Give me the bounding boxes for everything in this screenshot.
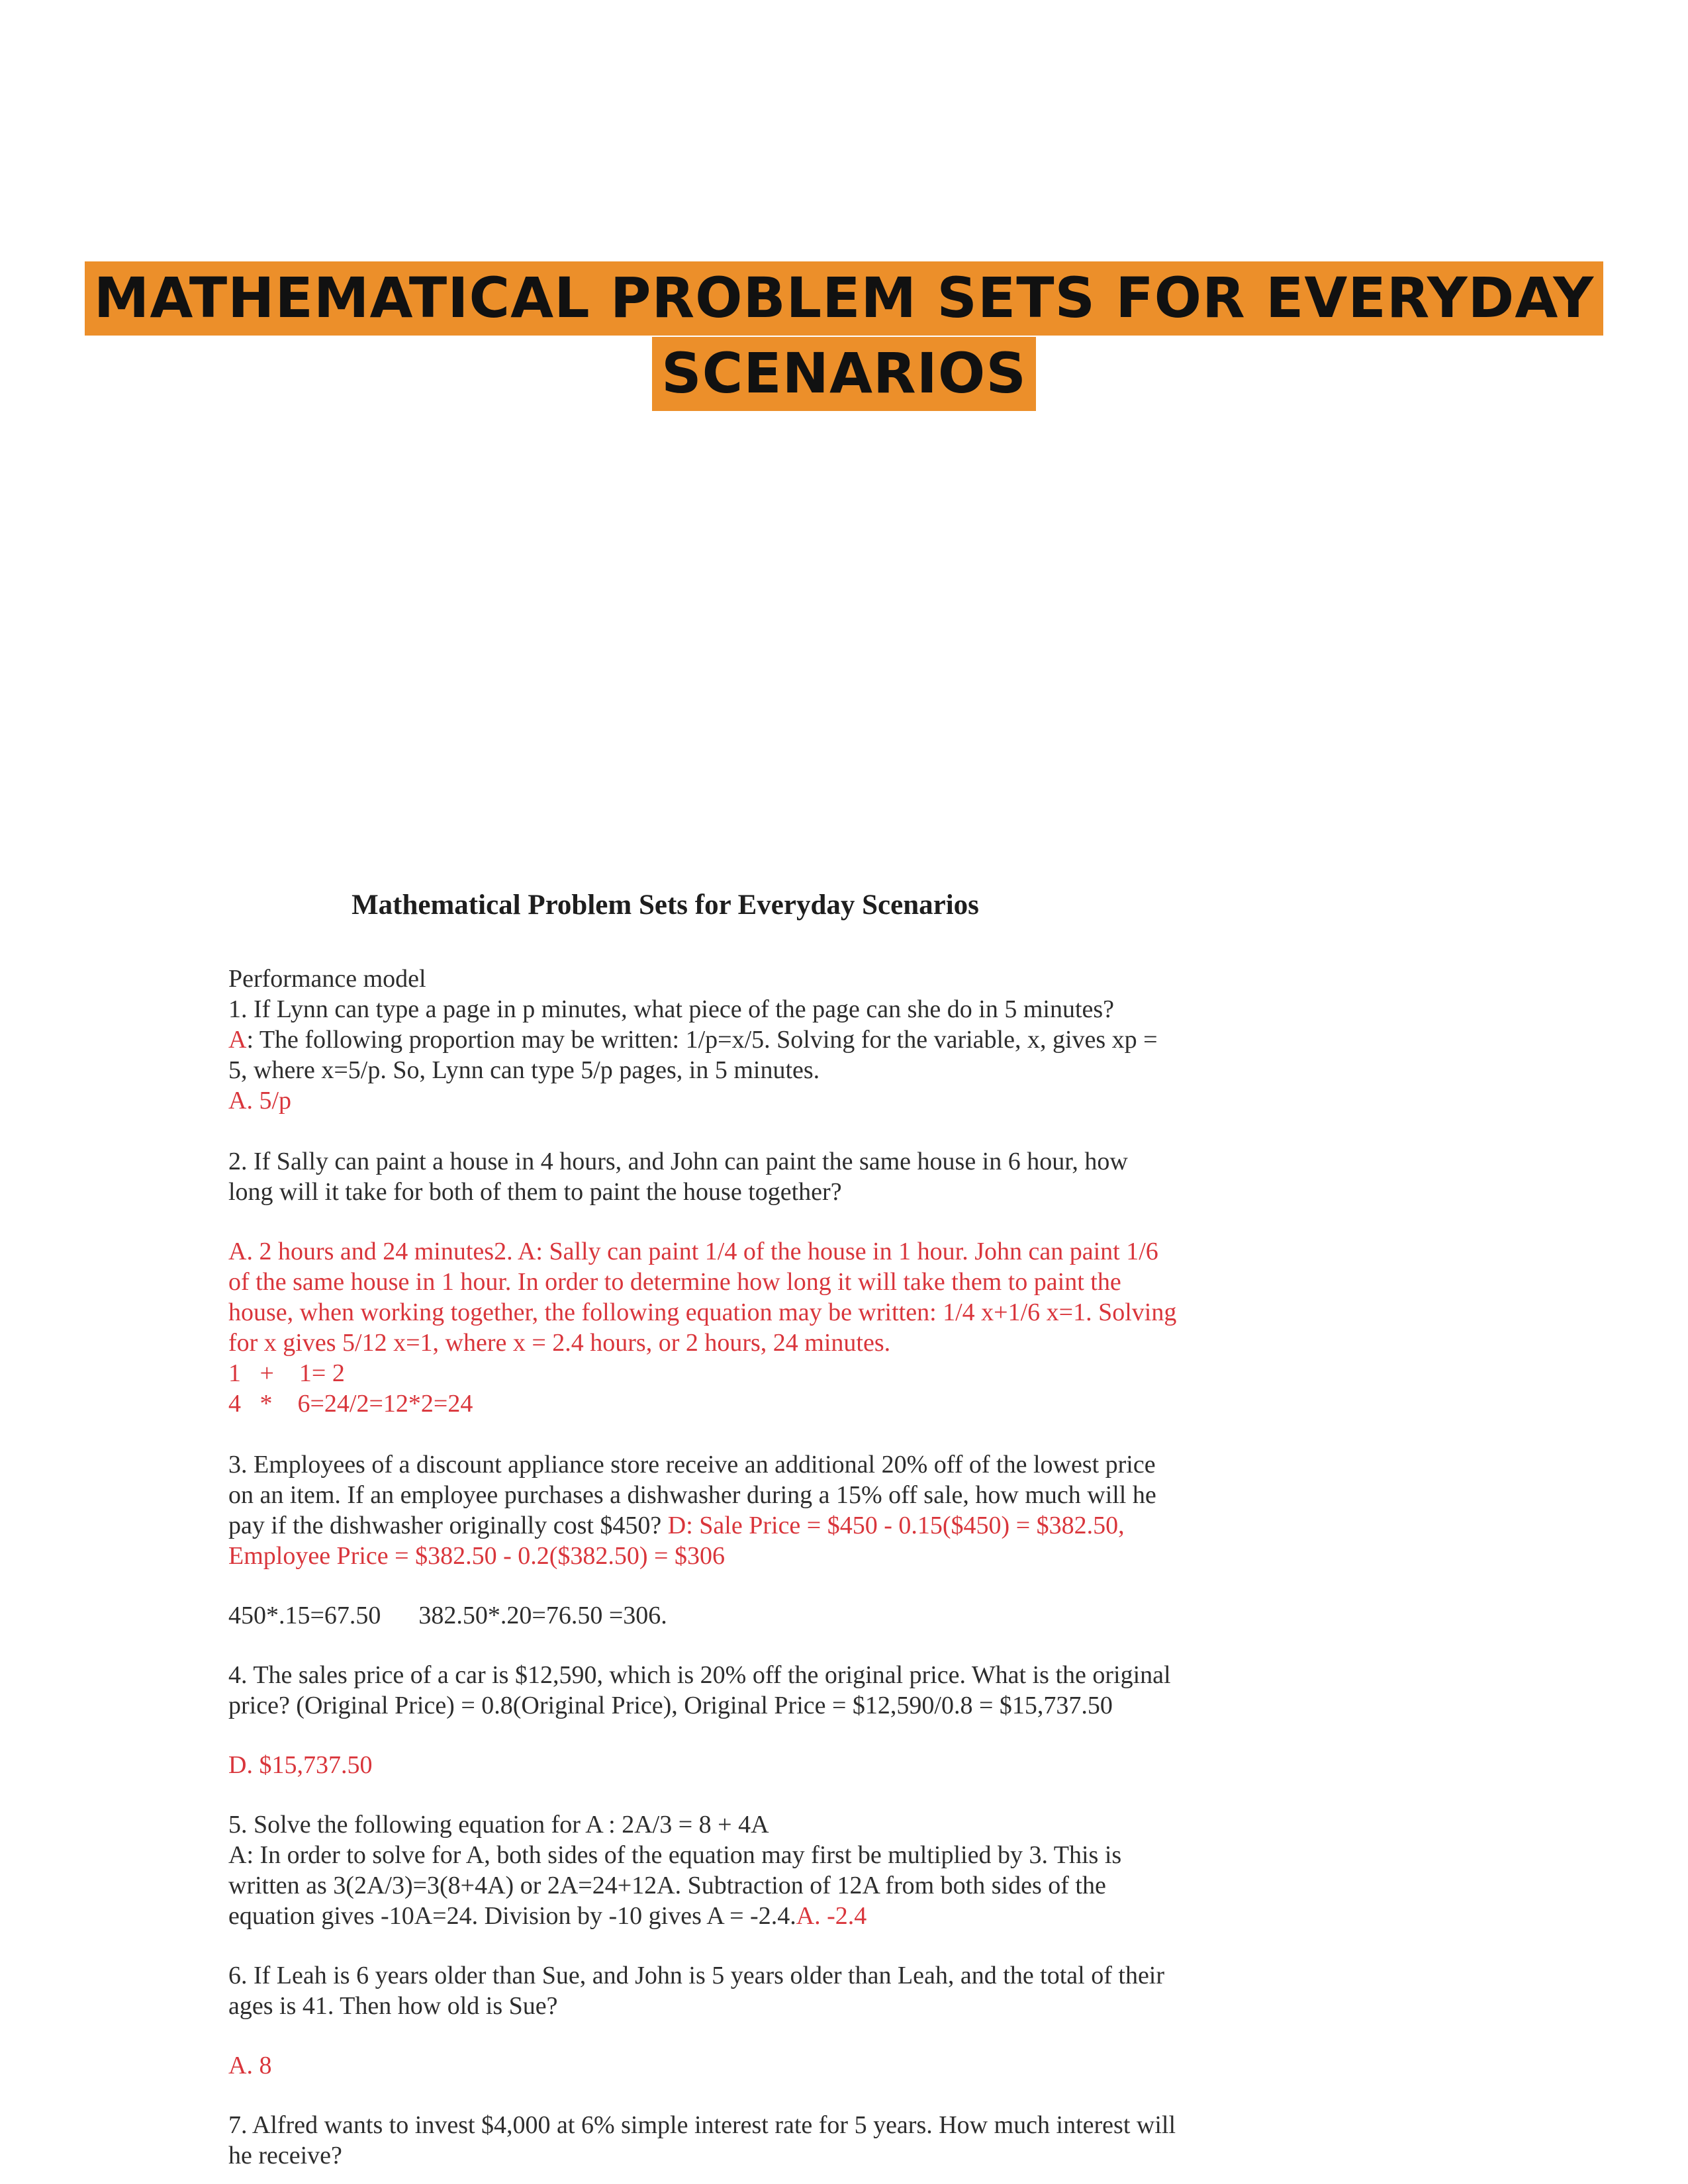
answer-2-line-3: house, when working together, the following equation may be written: 1/4 x+1/6 x=1. Solving (228, 1298, 1177, 1326)
question-3-work: 450*.15=67.50 382.50*.20=76.50 =306. (228, 1602, 667, 1629)
question-3-line-3-text: pay if the dishwasher originally cost $450? (228, 1512, 668, 1539)
question-6-line-2: ages is 41. Then how old is Sue? (228, 1992, 558, 2020)
answer-1-final: A. 5/p (228, 1087, 291, 1115)
answer-5-line-2: written as 3(2A/3)=3(8+4A) or 2A=24+12A. Subtraction of 12A from both sides of the (228, 1872, 1106, 1899)
scanned-document (228, 887, 1235, 2171)
answer-5-final: A. -2.4 (796, 1902, 867, 1930)
question-4-line-1: 4. The sales price of a car is $12,590, which is 20% off the original price. What is the original (228, 1661, 1171, 1689)
answer-5-line-3: equation gives -10A=24. Division by -10 gives A = -2.4. (228, 1902, 796, 1930)
document-title: Mathematical Problem Sets for Everyday Scenarios (352, 889, 979, 921)
answer-1-line-2: 5, where x=5/p. So, Lynn can type 5/p pages, in 5 minutes. (228, 1056, 820, 1084)
question-3-line-2: on an item. If an employee purchases a dishwasher during a 15% off sale, how much will he (228, 1481, 1156, 1509)
answer-2-line-2: of the same house in 1 hour. In order to determine how long it will take them to paint the (228, 1268, 1121, 1296)
answer-2-work-line-1: 1 + 1= 2 (228, 1359, 345, 1387)
question-5-text: 5. Solve the following equation for A : 2A/3 = 8 + 4A (228, 1811, 769, 1839)
answer-2-line-1: A. 2 hours and 24 minutes2. A: Sally can paint 1/4 of the house in 1 hour. John can paint 1/6 (228, 1238, 1158, 1265)
answer-1-line-1: : The following proportion may be written: 1/p=x/5. Solving for the variable, x, gives xp = (246, 1026, 1158, 1054)
answer-5-line-3-row (228, 1901, 1235, 1931)
question-7-line-2: he receive? (228, 2142, 342, 2169)
answer-1-prefix: A (228, 1026, 247, 1054)
question-1-answer (228, 1024, 1235, 1055)
question-3-line-1: 3. Employees of a discount appliance store receive an additional 20% off of the lowest price (228, 1451, 1156, 1479)
answer-3-line-2: Employee Price = $382.50 - 0.2($382.50) = $306 (228, 1542, 725, 1570)
question-7-line-1: 7. Alfred wants to invest $4,000 at 6% simple interest rate for 5 years. How much interest will (228, 2111, 1176, 2139)
question-3-line-3 (228, 1510, 1235, 1541)
question-2-line-2: long will it take for both of them to paint the house together? (228, 1178, 842, 1206)
banner-title-line-1: MATHEMATICAL PROBLEM SETS FOR EVERYDAY (85, 261, 1603, 336)
answer-2-work-line-2: 4 * 6=24/2=12*2=24 (228, 1390, 473, 1418)
answer-6-final: A. 8 (228, 2052, 272, 2079)
question-2-line-1: 2. If Sally can paint a house in 4 hours, and John can paint the same house in 6 hour, how (228, 1148, 1128, 1175)
question-6-line-1: 6. If Leah is 6 years older than Sue, and John is 5 years older than Leah, and the total of their (228, 1962, 1165, 1989)
answer-4-final: D. $15,737.50 (228, 1751, 373, 1779)
banner-title-line-2: SCENARIOS (652, 337, 1036, 411)
section-label: Performance model (228, 965, 426, 993)
answer-2-line-4: for x gives 5/12 x=1, where x = 2.4 hours, or 2 hours, 24 minutes. (228, 1329, 891, 1357)
question-1-text: 1. If Lynn can type a page in p minutes, what piece of the page can she do in 5 minutes? (228, 995, 1115, 1023)
page-banner-title (0, 260, 1688, 411)
answer-3-inline: D: Sale Price = $450 - 0.15($450) = $382.50, (667, 1512, 1125, 1539)
answer-5-line-1: A: In order to solve for A, both sides of the equation may first be multiplied by 3. This is (228, 1841, 1122, 1869)
question-4-line-2: price? (Original Price) = 0.8(Original Price), Original Price = $12,590/0.8 = $15,737.50 (228, 1692, 1113, 1719)
